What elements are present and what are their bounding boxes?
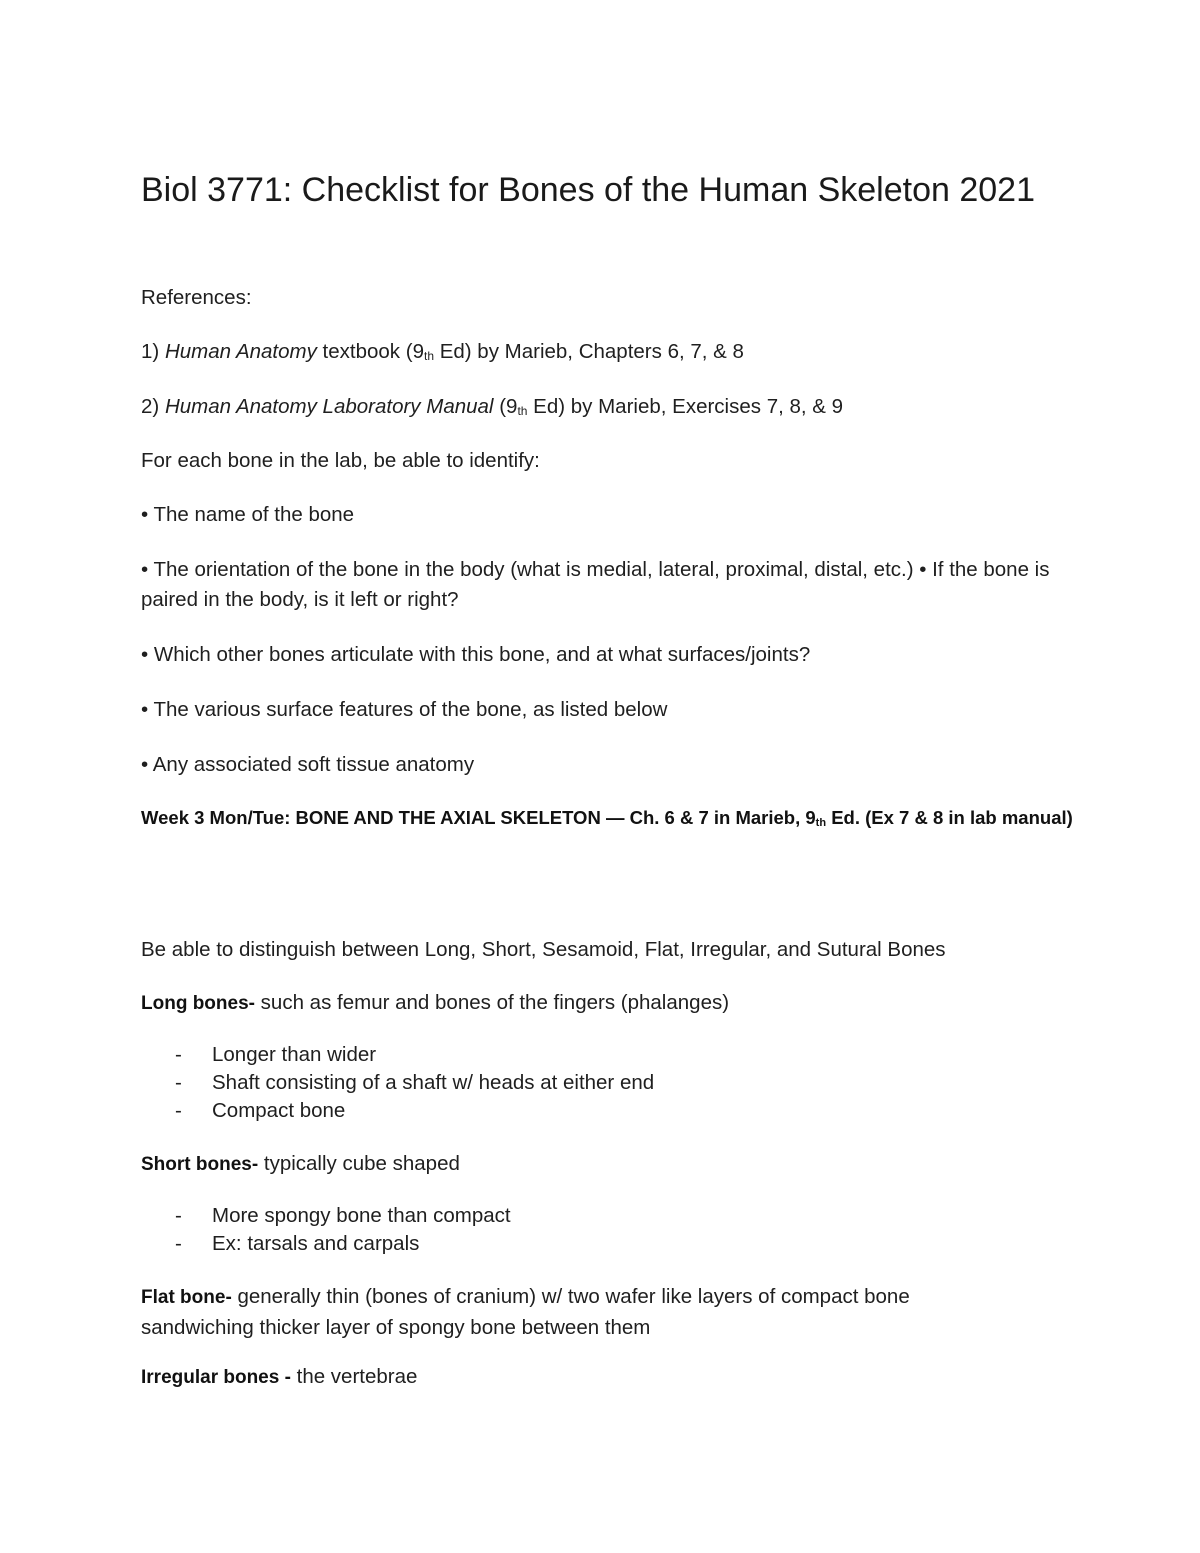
list-item [141, 1202, 511, 1230]
bullet-item: • Which other bones articulate with this bone, and at what surfaces/joints? [141, 643, 811, 666]
term-description: typically cube shaped [258, 1152, 460, 1175]
week-heading [141, 803, 1081, 836]
reference-text: textbook (9 [316, 340, 424, 363]
reference-text: Ed) by Marieb, Exercises 7, 8, & 9 [527, 395, 844, 418]
reference-title: Human Anatomy Laboratory Manual [164, 395, 494, 418]
term-label: Irregular bones - [141, 1367, 291, 1388]
list-item-text: Longer than wider [212, 1043, 377, 1066]
week-heading-text: Ed. (Ex 7 & 8 in lab manual) [826, 807, 1073, 828]
long-bones-list [141, 1041, 654, 1125]
ordinal-suffix: th [517, 404, 528, 418]
flat-bone-definition [141, 1282, 1001, 1343]
bullet-item: • The various surface features of the bone, as listed below [141, 698, 668, 721]
dash-marker: - [175, 1043, 182, 1066]
term-description: the vertebrae [290, 1365, 418, 1388]
irregular-bones-definition [141, 1362, 1081, 1393]
list-item [141, 1230, 511, 1258]
distinguish-text: Be able to distinguish between Long, Short, Sesamoid, Flat, Irregular, and Sutural Bones [141, 938, 946, 961]
week-heading-text: Week 3 Mon/Tue: BONE AND THE AXIAL SKELETON — Ch. 6 & 7 in Marieb, 9 [141, 807, 816, 828]
bullet-item: • The name of the bone [141, 503, 355, 526]
dash-marker: - [175, 1232, 182, 1255]
identify-intro: For each bone in the lab, be able to identify: [141, 449, 540, 472]
bullet-item: • Any associated soft tissue anatomy [141, 753, 475, 776]
term-label: Flat bone- [141, 1287, 232, 1308]
reference-text: (9 [493, 395, 518, 418]
bullet-item: • The orientation of the bone in the body (what is medial, lateral, proximal, distal, etc.) • If the bone is paired in the body, is it left or right? [141, 558, 1050, 611]
list-item [141, 1097, 654, 1125]
dash-marker: - [175, 1071, 182, 1094]
dash-marker: - [175, 1099, 182, 1122]
reference-title: Human Anatomy [164, 340, 317, 363]
list-item-text: More spongy bone than compact [212, 1204, 511, 1227]
document-title: Biol 3771: Checklist for Bones of the Human Skeleton 2021 [141, 171, 1035, 209]
term-label: Short bones- [141, 1154, 259, 1175]
list-item-text: Compact bone [212, 1099, 346, 1122]
list-item [141, 1041, 654, 1069]
list-item-text: Shaft consisting of a shaft w/ heads at either end [212, 1071, 655, 1094]
list-item [141, 1069, 654, 1097]
reference-text: Ed) by Marieb, Chapters 6, 7, & 8 [434, 340, 744, 363]
dash-marker: - [175, 1204, 182, 1227]
term-label: Long bones- [141, 993, 255, 1014]
reference-number: 2) [141, 395, 165, 418]
reference-number: 1) [141, 340, 165, 363]
term-description: generally thin (bones of cranium) w/ two wafer like layers of compact bone sandwiching thicker layer of spongy bone between them [141, 1285, 910, 1339]
references-label: References: [141, 286, 252, 309]
ordinal-suffix: th [423, 349, 434, 363]
short-bones-list [141, 1202, 511, 1258]
reference-1 [141, 337, 1081, 369]
short-bones-definition [141, 1149, 1081, 1180]
term-description: such as femur and bones of the fingers (phalanges) [254, 991, 730, 1014]
ordinal-suffix: th [815, 817, 827, 829]
reference-2 [141, 392, 1081, 424]
list-item-text: Ex: tarsals and carpals [212, 1232, 420, 1255]
long-bones-definition [141, 988, 1081, 1019]
